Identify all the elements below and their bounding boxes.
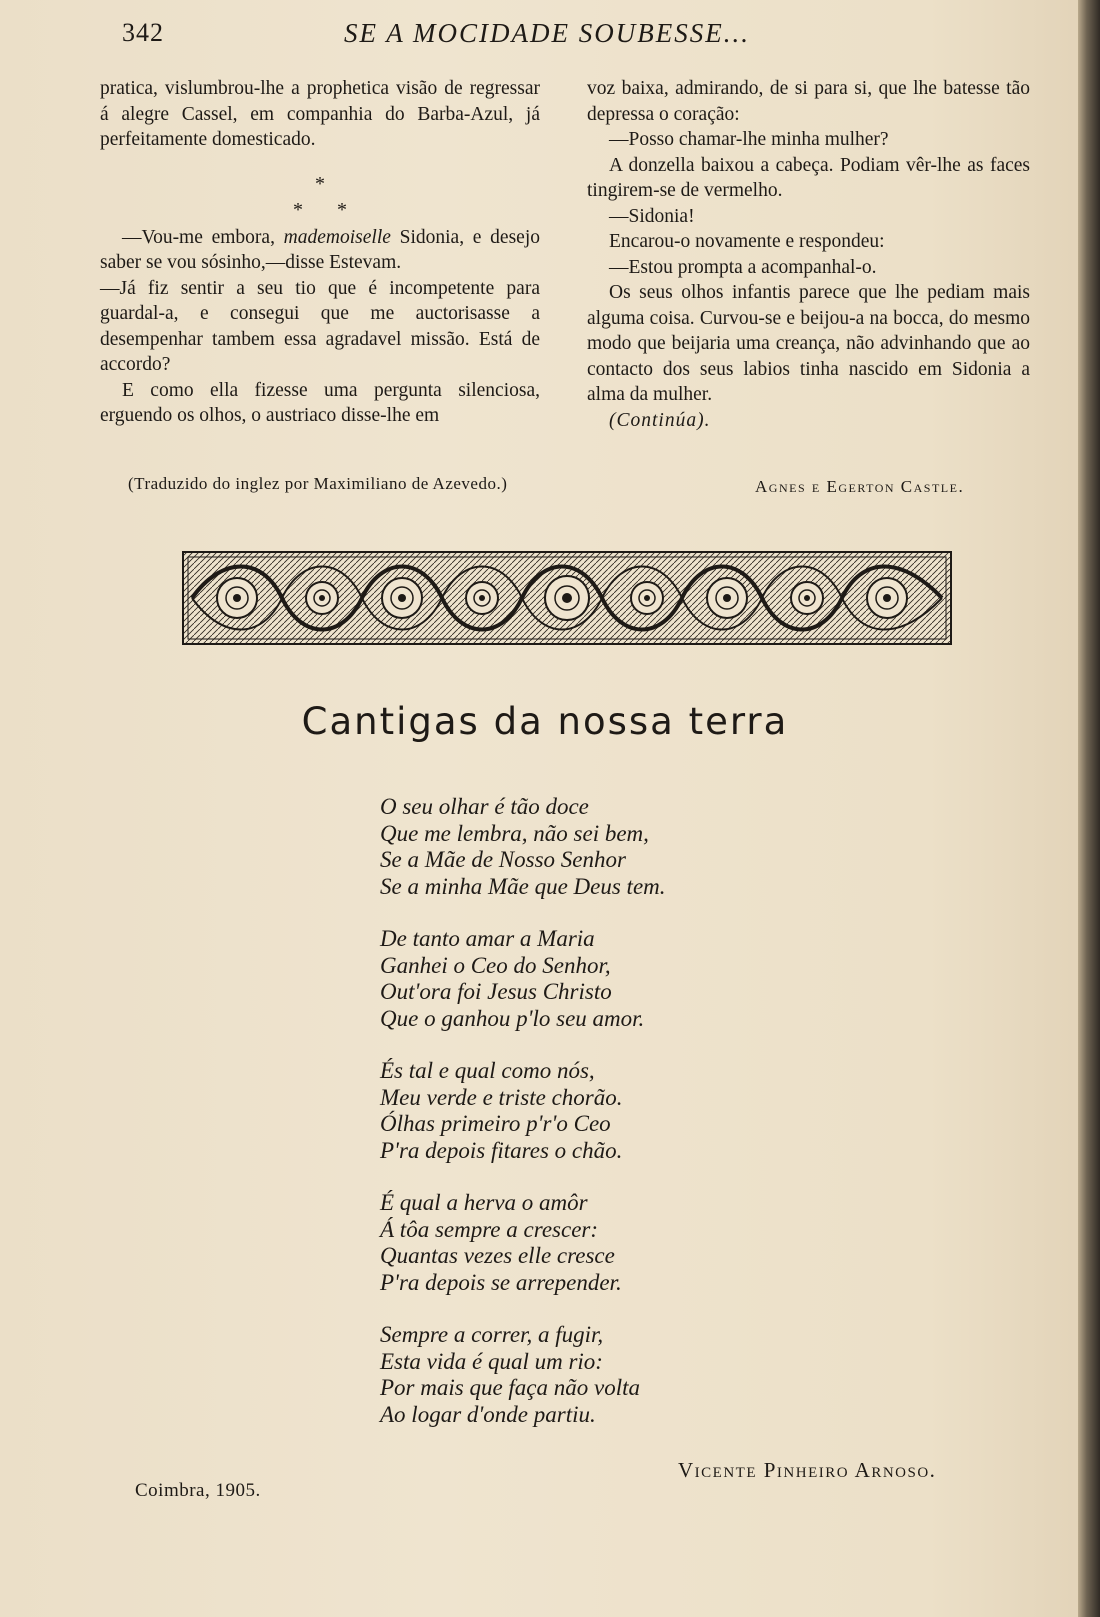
- paragraph: —Já fiz sentir a seu tio que é incompetente para guardal-a, e consegui que me auctorisasse a desempenhar tambem essa agradavel missão. Está de accordo?: [100, 277, 540, 375]
- poem-line: Que o ganhou p'lo seu amor.: [380, 1005, 645, 1031]
- authors-credit: Agnes e Egerton Castle.: [755, 477, 965, 496]
- running-title: SE A MOCIDADE SOUBESSE...: [344, 18, 750, 48]
- poem-line: Á tôa sempre a crescer:: [380, 1216, 599, 1242]
- poem-line: P'ra depois se arrepender.: [380, 1269, 622, 1295]
- poem-line: P'ra depois fitares o chão.: [380, 1137, 623, 1163]
- poem-line: Que me lembra, não sei bem,: [380, 820, 649, 846]
- paragraph: —Estou prompta a acompanhal-o.: [609, 256, 877, 278]
- poem-title: Cantigas da nossa terra: [301, 700, 789, 743]
- right-column: [587, 76, 1030, 433]
- paragraph: Encarou-o novamente e respondeu:: [609, 231, 885, 252]
- poem-line: Se a minha Mãe que Deus tem.: [380, 873, 666, 899]
- poem-line: Esta vida é qual um rio:: [380, 1348, 603, 1374]
- translator-credit: (Traduzido do inglez por Maximiliano de Azevedo.): [128, 474, 508, 493]
- poem-line: Out'ora foi Jesus Christo: [380, 979, 612, 1004]
- italic-word: mademoiselle: [283, 226, 391, 248]
- book-spine-shadow: [1078, 0, 1100, 1617]
- poem: [380, 794, 666, 1454]
- poem-line: Ao logar d'onde partiu.: [380, 1401, 596, 1427]
- paragraph: pratica, vislumbrou-lhe a prophetica visão de regressar á alegre Cassel, em companhia do Barba-Azul, já perfeitamente domesticado.: [100, 78, 540, 150]
- stanza: [380, 1058, 666, 1164]
- paragraph-start: —Vou-me embora,: [122, 226, 284, 248]
- paragraph: A donzella baixou a cabeça. Podiam vêr-lhe as faces tingirem-se de vermelho.: [587, 154, 1030, 201]
- ornamental-border-icon: [182, 551, 952, 645]
- page-header: [122, 18, 1022, 58]
- paragraph: E como ella fizesse uma pergunta silenciosa, erguendo os olhos, o austriaco disse-lhe em: [100, 379, 540, 426]
- place-date: Coimbra, 1905.: [135, 1480, 261, 1501]
- poem-line: De tanto amar a Maria: [380, 926, 595, 951]
- poem-line: Por mais que faça não volta: [380, 1375, 640, 1400]
- poem-line: Se a Mãe de Nosso Senhor: [380, 847, 626, 872]
- poem-line: Ganhei o Ceo do Senhor,: [380, 952, 611, 978]
- continued-note: (Continúa).: [609, 409, 711, 431]
- poem-line: O seu olhar é tão doce: [380, 794, 589, 819]
- page-number: 342: [122, 18, 164, 47]
- asterism: [100, 171, 540, 223]
- paragraph: —Posso chamar-lhe minha mulher?: [609, 129, 889, 150]
- poem-line: É qual a herva o amôr: [380, 1190, 588, 1215]
- paragraph: [100, 225, 540, 276]
- paragraph: voz baixa, admirando, de si para si, que lhe batesse tão depressa o coração:: [587, 78, 1030, 125]
- stanza: [380, 1322, 666, 1428]
- stanza: [380, 926, 666, 1032]
- poem-line: Meu verde e triste chorão.: [380, 1084, 623, 1110]
- stanza: [380, 794, 666, 900]
- stanza: [380, 1190, 666, 1296]
- paragraph: —Sidonia!: [609, 205, 695, 227]
- paragraph: Os seus olhos infantis parece que lhe pediam mais alguma coisa. Curvou-se e beijou-a na bocca, do mesmo modo que beijaria uma creança, não advinhando que ao contacto dos seus labios tinha nascido em Sidonia a alma da mulher.: [587, 282, 1030, 405]
- poem-line: Ólhas primeiro p'r'o Ceo: [380, 1111, 611, 1136]
- asterism-bottom: **: [293, 198, 381, 221]
- poem-line: Sempre a correr, a fugir,: [380, 1322, 604, 1347]
- paragraph-end: Sidonia, e desejo saber se vou sósinho,—disse Estevam.: [100, 226, 540, 273]
- asterism-top: *: [315, 172, 325, 195]
- left-column: [100, 76, 540, 429]
- poem-line: Quantas vezes elle cresce: [380, 1243, 615, 1268]
- poem-line: És tal e qual como nós,: [380, 1058, 595, 1083]
- poem-author: Vicente Pinheiro Arnoso.: [678, 1458, 937, 1482]
